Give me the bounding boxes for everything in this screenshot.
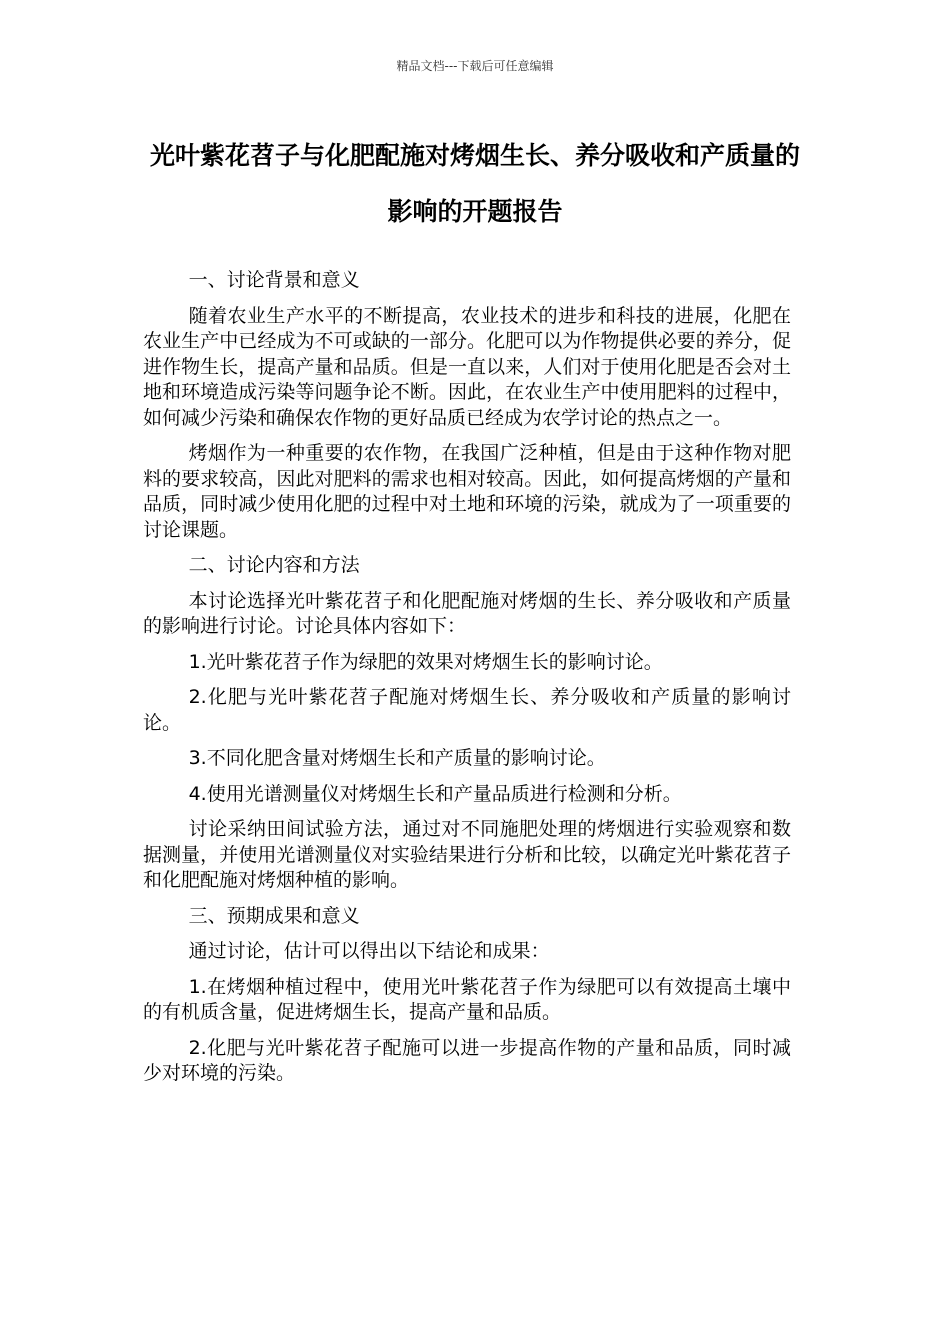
list-item-content-2: 2.化肥与光叶紫花苕子配施对烤烟生长、养分吸收和产质量的影响讨论。 (143, 686, 791, 734)
document-body (143, 268, 791, 1097)
section-heading-content-methods: 二、讨论内容和方法 (188, 554, 360, 576)
list-item-content-4: 4.使用光谱测量仪对烤烟生长和产量品质进行检测和分析。 (188, 782, 682, 805)
paragraph-content-intro: 本讨论选择光叶紫花苕子和化肥配施对烤烟的生长、养分吸收和产质量的影响进行讨论。讨论具体内容如下： (143, 589, 791, 637)
list-item-content-3: 3.不同化肥含量对烤烟生长和产质量的影响讨论。 (188, 747, 606, 769)
paragraph-background-1: 随着农业生产水平的不断提高，农业技术的进步和科技的进展，化肥在农业生产中已经成为不可或缺的一部分。化肥可以为作物提供必要的养分，促进作物生长，提高产量和品质。但是一直以来，人们对于使用化肥是否会对土地和环境造成污染等问题争论不断。因此，在农业生产中使用肥料的过程中，如何减少污染和确保农作物的更好品质已经成为农学讨论的热点之一。 (143, 304, 791, 429)
document-title: 光叶紫花苕子与化肥配施对烤烟生长、养分吸收和产质量的影响的开题报告 (149, 141, 800, 226)
list-item-results-2: 2.化肥与光叶紫花苕子配施可以进一步提高作物的产量和品质，同时减少对环境的污染。 (143, 1036, 791, 1084)
section-heading-expected-results: 三、预期成果和意义 (188, 904, 360, 927)
list-item-results-1: 1.在烤烟种植过程中，使用光叶紫花苕子作为绿肥可以有效提高土壤中的有机质含量，促进烤烟生长，提高产量和品质。 (143, 975, 791, 1023)
paragraph-methods: 讨论采纳田间试验方法，通过对不同施肥处理的烤烟进行实验观察和数据测量，并使用光谱测量仪对实验结果进行分析和比较，以确定光叶紫花苕子和化肥配施对烤烟种植的影响。 (143, 818, 791, 891)
paragraph-results-intro: 通过讨论，估计可以得出以下结论和成果： (188, 940, 550, 962)
section-heading-background: 一、讨论背景和意义 (188, 269, 360, 291)
header-note: 精品文档---下载后可任意编辑 (396, 59, 554, 73)
paragraph-background-2: 烤烟作为一种重要的农作物，在我国广泛种植，但是由于这种作物对肥料的要求较高，因此对肥料的需求也相对较高。因此，如何提高烤烟的产量和品质，同时减少使用化肥的过程中对土地和环境的污染，就成为了一项重要的讨论课题。 (143, 442, 791, 541)
list-item-content-1: 1.光叶紫花苕子作为绿肥的效果对烤烟生长的影响讨论。 (188, 650, 663, 673)
